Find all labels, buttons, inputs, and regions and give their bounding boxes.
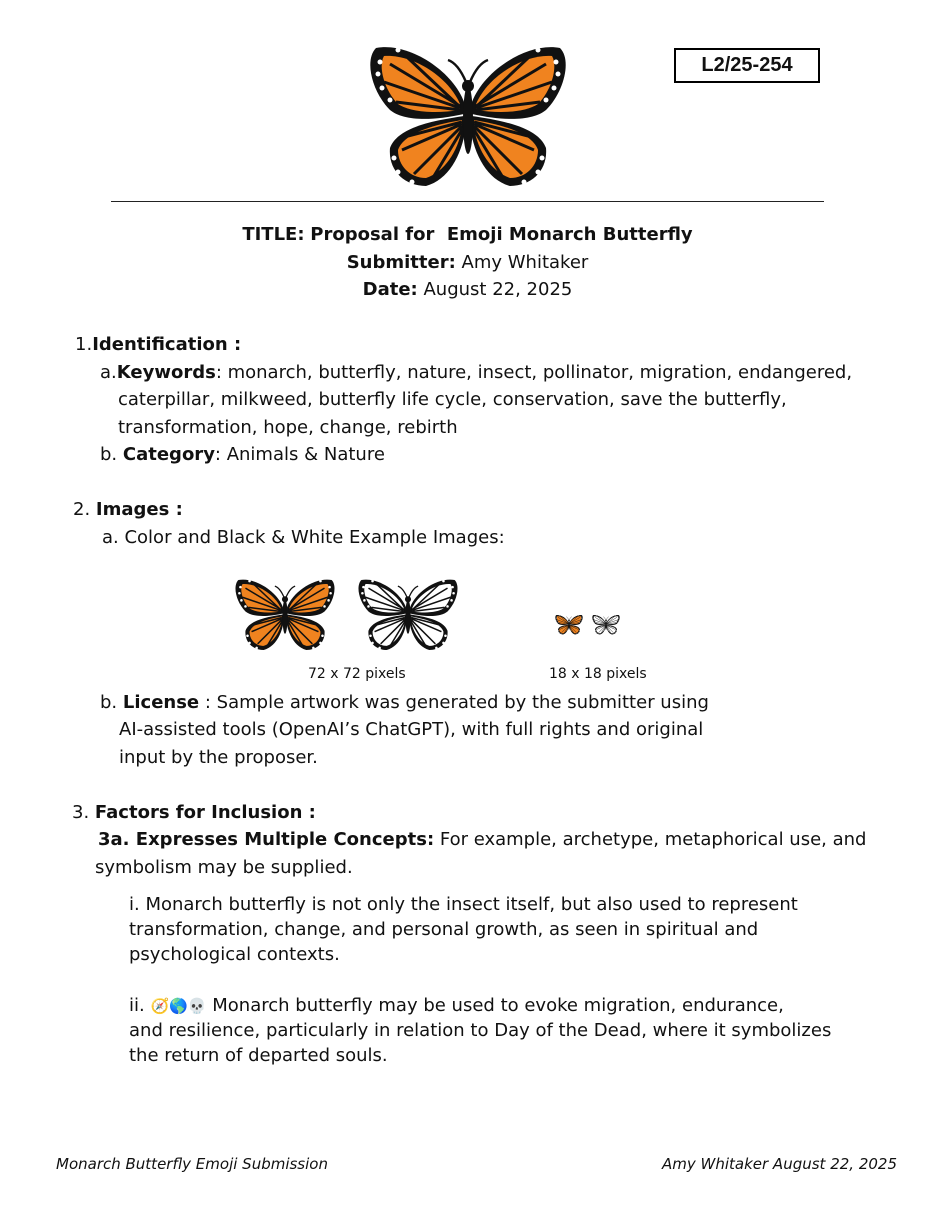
butterfly-color-72px [233, 576, 337, 652]
section3-title: Factors for Inclusion : [94, 802, 316, 823]
date-label: Date: [362, 279, 418, 300]
item-i-line-2: transformation, change, and personal growth, as seen in spiritual and [129, 919, 759, 940]
license-line-2: AI-assisted tools (OpenAI’s ChatGPT), with full rights and original [119, 719, 704, 740]
keywords-line-1 [100, 362, 852, 383]
title-text: Proposal for Emoji Monarch Butterfly [310, 224, 693, 245]
category-line [100, 444, 385, 465]
butterfly-color-18px [555, 614, 583, 635]
document-id-box: L2/25-254 [674, 48, 820, 83]
concepts-line-1 [98, 829, 866, 850]
section1-title: Identification : [92, 334, 242, 355]
section1-number: 1. [75, 334, 93, 355]
submitter-line [0, 252, 935, 273]
monarch-butterfly-logo [367, 40, 569, 190]
keywords-marker: a. [100, 362, 117, 383]
license-line-1 [100, 692, 709, 713]
concepts-text-1: For example, archetype, metaphorical use, and [434, 829, 867, 850]
category-label: Category [122, 444, 215, 465]
license-text-1: : Sample artwork was generated by the submitter using [199, 692, 709, 713]
section1-heading [75, 334, 241, 355]
date-value: August 22, 2025 [423, 279, 573, 300]
section2-heading [73, 499, 183, 520]
item-i-line-3: psychological contexts. [129, 944, 340, 965]
item-ii-line-1 [129, 995, 784, 1016]
license-marker: b. [100, 692, 118, 713]
submitter-value: Amy Whitaker [461, 252, 589, 273]
section2-number: 2. [73, 499, 91, 520]
footer-left: Monarch Butterfly Emoji Submission [56, 1155, 328, 1173]
title-line [0, 224, 935, 245]
butterfly-bw-72px [356, 576, 460, 652]
license-line-3: input by the proposer. [119, 747, 318, 768]
concepts-line-2: symbolism may be supplied. [95, 857, 353, 878]
footer-right: Amy Whitaker August 22, 2025 [661, 1155, 897, 1173]
category-value: : Animals & Nature [214, 444, 385, 465]
globe-americas-icon: 🌎 [169, 997, 188, 1015]
caption-72px: 72 x 72 pixels [308, 666, 406, 682]
section2-title: Images : [95, 499, 183, 520]
item-ii-prefix: ii. [129, 995, 145, 1016]
images-intro: a. Color and Black & White Example Images: [102, 527, 505, 548]
caption-18px: 18 x 18 pixels [549, 666, 647, 682]
butterfly-bw-18px [592, 614, 620, 635]
header-divider [111, 201, 824, 202]
keywords-label: Keywords [116, 362, 216, 383]
title-label: TITLE: [242, 224, 305, 245]
compass-icon: 🧭 [150, 997, 170, 1015]
date-line [0, 279, 935, 300]
section3-heading [72, 802, 316, 823]
section3-number: 3. [72, 802, 90, 823]
category-marker: b. [100, 444, 118, 465]
item-i-line-1: i. Monarch butterfly is not only the insect itself, but also used to represent [129, 894, 798, 915]
item-ii-line-3: the return of departed souls. [129, 1045, 388, 1066]
concepts-label: 3a. Expresses Multiple Concepts: [98, 829, 435, 850]
skull-icon: 💀 [187, 997, 207, 1015]
keywords-line-2: caterpillar, milkweed, butterfly life cycle, conservation, save the butterfly, [118, 389, 787, 410]
keywords-line-3: transformation, hope, change, rebirth [118, 417, 458, 438]
keywords-text-1: : monarch, butterfly, nature, insect, pollinator, migration, endangered, [215, 362, 853, 383]
item-ii-line-2: and resilience, particularly in relation to Day of the Dead, where it symbolizes [129, 1020, 832, 1041]
license-label: License [122, 692, 200, 713]
submitter-label: Submitter: [346, 252, 456, 273]
item-ii-text-1: Monarch butterfly may be used to evoke migration, endurance, [206, 995, 784, 1016]
